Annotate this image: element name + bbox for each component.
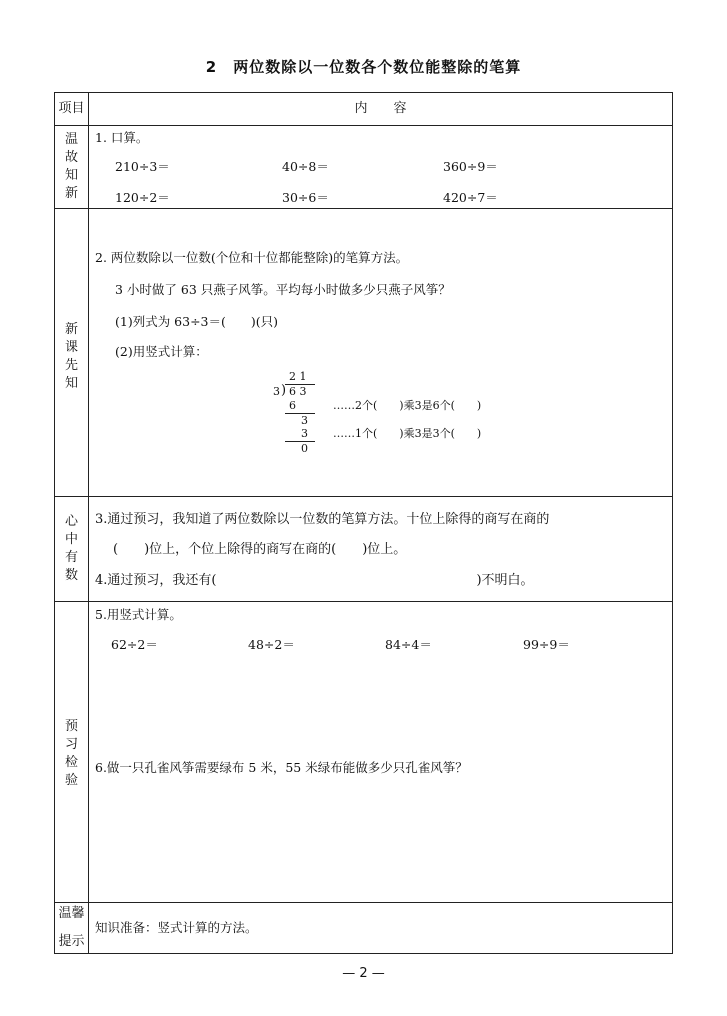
label-warmup: 温 故 知 新 xyxy=(64,132,78,201)
header-content: 内 容 xyxy=(354,101,407,116)
division-sub2: 3 xyxy=(301,427,308,440)
division-divisor: 3 xyxy=(273,385,280,398)
label-tip: 温馨 提示 xyxy=(58,906,85,949)
row-divider xyxy=(55,125,672,126)
tip-text: 知识准备：竖式计算的方法。 xyxy=(95,920,258,935)
row-divider xyxy=(55,902,672,903)
expr: 40÷8＝ xyxy=(282,159,329,174)
question-2: 2. 两位数除以一位数(个位和十位都能整除)的笔算方法。 xyxy=(95,250,409,265)
division-line xyxy=(285,413,315,414)
division-line xyxy=(285,441,315,442)
expr: 360÷9＝ xyxy=(443,159,498,174)
question-3-line-2: ( )位上，个位上除得的商写在商的( )位上。 xyxy=(113,542,407,557)
problem-text: 3 小时做了 63 只燕子风筝。平均每小时做多少只燕子风筝？ xyxy=(115,282,451,297)
header-project: 项目 xyxy=(58,101,85,116)
expr: 30÷6＝ xyxy=(282,190,329,205)
expr: 84÷4＝ xyxy=(385,637,432,652)
label-insight: 心 中 有 数 xyxy=(64,514,78,583)
label-newlesson: 新 课 先 知 xyxy=(64,322,78,391)
expr: 62÷2＝ xyxy=(111,637,158,652)
division-dividend: 6 3 xyxy=(289,385,307,398)
expr: 120÷2＝ xyxy=(115,190,170,205)
division-note-2: ……1个( )乘3是3个( ) xyxy=(333,427,482,440)
question-4: 4.通过预习，我还有( )不明白。 xyxy=(95,573,534,588)
step-1: (1)列式为 63÷3＝( )(只) xyxy=(115,314,279,329)
division-note-1: ……2个( )乘3是6个( ) xyxy=(333,399,482,412)
page-number: — 2 — xyxy=(342,966,385,981)
row-divider xyxy=(55,496,672,497)
row-divider xyxy=(55,601,672,602)
question-1: 1. 口算。 xyxy=(95,130,149,145)
column-divider xyxy=(88,93,89,953)
division-rem1: 3 xyxy=(301,414,308,427)
expr: 420÷7＝ xyxy=(443,190,498,205)
step-2: (2)用竖式计算： xyxy=(115,344,208,359)
question-3-line-1: 3.通过预习，我知道了两位数除以一位数的笔算方法。十位上除得的商写在商的 xyxy=(95,512,550,527)
long-division xyxy=(263,371,523,461)
division-sub1: 6 xyxy=(289,399,296,412)
division-quotient: 2 1 xyxy=(289,370,307,383)
worksheet-table xyxy=(54,92,673,954)
question-6: 6.做一只孔雀风筝需要绿布 5 米，55 米绿布能做多少只孔雀风筝？ xyxy=(95,760,468,775)
label-check: 预 习 检 验 xyxy=(64,719,78,788)
expr: 210÷3＝ xyxy=(115,159,170,174)
expr: 99÷9＝ xyxy=(523,637,570,652)
expr: 48÷2＝ xyxy=(248,637,295,652)
division-bracket: ) xyxy=(281,383,287,398)
division-final: 0 xyxy=(301,442,308,455)
question-5: 5.用竖式计算。 xyxy=(95,607,182,622)
page-title: 2 两位数除以一位数各个数位能整除的笔算 xyxy=(205,58,522,76)
row-divider xyxy=(55,208,672,209)
